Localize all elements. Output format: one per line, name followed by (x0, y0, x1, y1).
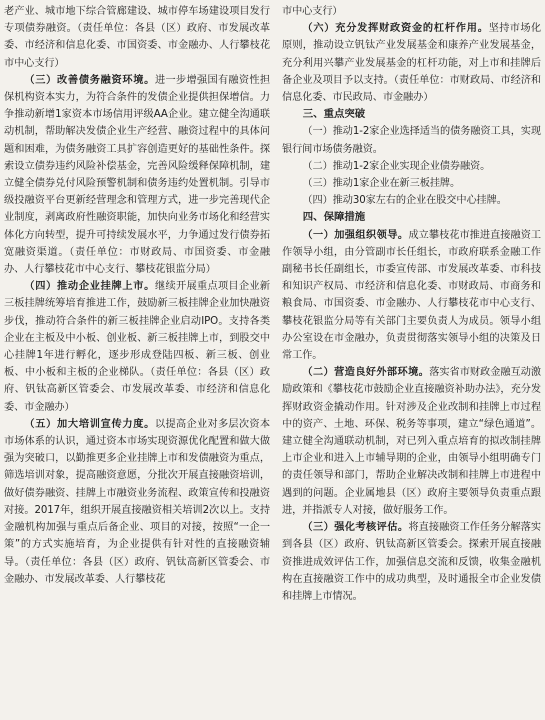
paragraph (282, 123, 541, 157)
paragraph (282, 158, 541, 175)
paragraph (4, 72, 270, 278)
paragraph-lead: （四）推动企业挂牌上市。 (24, 281, 156, 293)
paragraph-lead: （五）加大培训宣传力度。 (24, 418, 156, 430)
paragraph-text: 落实省市财政金融互动激励政策和《攀枝花市鼓励企业直接融资补助办法》，充分发挥财政资金撬动作用。针对涉及企业改制和挂牌上市过程中的资产、土地、环保、税务等事项，建立“绿色通道”。建立健全沟通联动机制，对已列入重点培育的拟改制挂牌上市企业和进入上市辅导期的企业，由领导小组明确专门的责任领导和部门，帮助企业解决改制和挂牌上市进程中遇到的问题。企业属地县（区）政府主要领导负责重点跟进，并指派专人对接，做好服务工作。 (282, 367, 541, 516)
paragraph (282, 192, 541, 209)
paragraph (282, 227, 541, 365)
paragraph-text: 继续开展重点项目企业新三板挂牌统筹培育推进工作，鼓励新三板挂牌企业加快融资步伐，推动符合条件的新三板挂牌企业启动IPO。支持各类企业在主板及中小板、创业板、新三板挂牌上市，到股交中心挂牌1年进行孵化，逐步形成登陆四板、新三板、创业板、中小板和主板的企业梯队。（责任单位：各县（区）政府、钒钛高新区管委会、市发展改革委、市经济和信息化委、市金融办） (4, 281, 270, 413)
paragraph-lead: （六）充分发挥财政资金的杠杆作用。 (302, 23, 489, 35)
paragraph-text: 坚持市场化原则，推动设立钒钛产业发展基金和康养产业发展基金，充分利用兴攀产业发展基金的杠杆功能，对上市和挂牌后备企业及项目予以支持。（责任单位：市财政局、市经济和信息化委、市民政局、市金融办） (282, 23, 541, 104)
paragraph (282, 519, 541, 605)
section-heading: 四、保障措施 (302, 211, 366, 224)
paragraph-lead: （三）改善债务融资环境。 (24, 74, 156, 86)
paragraph-lead: （三）强化考核评估。 (302, 522, 409, 534)
paragraph (282, 20, 541, 106)
paragraph-text: （四）推动30家左右的企业在股交中心挂牌。 (302, 195, 507, 207)
paragraph (282, 364, 541, 519)
paragraph (4, 3, 270, 72)
paragraph (282, 3, 541, 20)
paragraph (282, 175, 541, 192)
paragraph (4, 278, 270, 416)
right-column (282, 3, 541, 720)
paragraph-text: 成立攀枝花市推进直接融资工作领导小组，由分管副市长任组长，市政府联系金融工作副秘书长任副组长，市委宣传部、市发展改革委、市科技和知识产权局、市经济和信息化委、市财政局、市商务和粮食局、市国资委、市金融办、人行攀枝花市中心支行、攀枝花银监分局等有关部门主要负责人为成员。领导小组办公室设在市金融办，负责贯彻落实领导小组的决策及日常工作。 (282, 229, 542, 362)
paragraph-text: 将直接融资工作任务分解落实到各县（区）政府、钒钛高新区管委会。探索开展直接融资推进成效评估工作，加强信息交流和反馈，收集金融机构在直接融资工作中的成功典型，及时通报全市企业发债和挂牌上市情况。 (282, 522, 542, 602)
left-column (4, 3, 270, 720)
paragraph-text: 市中心支行） (282, 6, 343, 17)
paragraph-text: 老产业、城市地下综合管廊建设、城市停车场建设项目发行专项债券融资。（责任单位：各县（区）政府、市发展改革委、市经济和信息化委、市国资委、市金融办、人行攀枝花市中心支行） (4, 6, 270, 69)
paragraph-lead: （一）加强组织领导。 (302, 229, 409, 241)
paragraph (4, 416, 270, 588)
paragraph-text: （三）推动1家企业在新三板挂牌。 (302, 178, 461, 190)
paragraph-lead: （二）营造良好外部环境。 (302, 367, 430, 379)
paragraph-text: 以提高企业对多层次资本市场体系的认识，通过资本市场实现资源优化配置和做大做强为突破口，以勤推更多企业挂牌上市和发债融资为重点，筛选培训对象，提高融资意愿，分批次开展直接融资培训，做好债券融资、挂牌上市融资业务流程、政策宣传和投融资对接。2017年，组织开展直接融资相关培训2次以上。支持金融机构加强与重点后备企业、项目的对接，按照“一企一策”的方式实施培育，为企业提供有针对性的直接融资辅导。（责任单位：各县（区）政府、钒钛高新区管委会、市金融办、市发展改革委、人行攀枝花 (4, 418, 270, 585)
paragraph-text: （一）推动1-2家企业选择适当的债务融资工具，实现银行间市场债务融资。 (282, 126, 541, 155)
paragraph-text: 进一步增强国有融资性担保机构资本实力，为符合条件的发债企业提供担保增信。力争推动新增1家资本市场信用评级AA企业。建立健全沟通联动机制，帮助解决发债企业生产经营、融资过程中的具体问题和困难，为债务融资工具扩容创造更好的基础性条件。探索设立债券违约风险补偿基金，完善风险缓释保障机制，建立健全债券兑付风险预警机制和债务违约处置机制。引导市级投融资平台更新经营理念和管理方式，进一步完善现代企业制度，剥离政府性融资职能，加快向业务市场化和经营实体化方向转型，提升可持续发展水平，力争通过发行债券拓宽融资渠道。（责任单位：市财政局、市国资委、市金融办、人行攀枝花市中心支行、攀枝花银监分局） (4, 74, 270, 276)
section-heading: 三、重点突破 (302, 108, 366, 121)
paragraph-text: （二）推动1-2家企业实现企业债券融资。 (302, 160, 491, 172)
